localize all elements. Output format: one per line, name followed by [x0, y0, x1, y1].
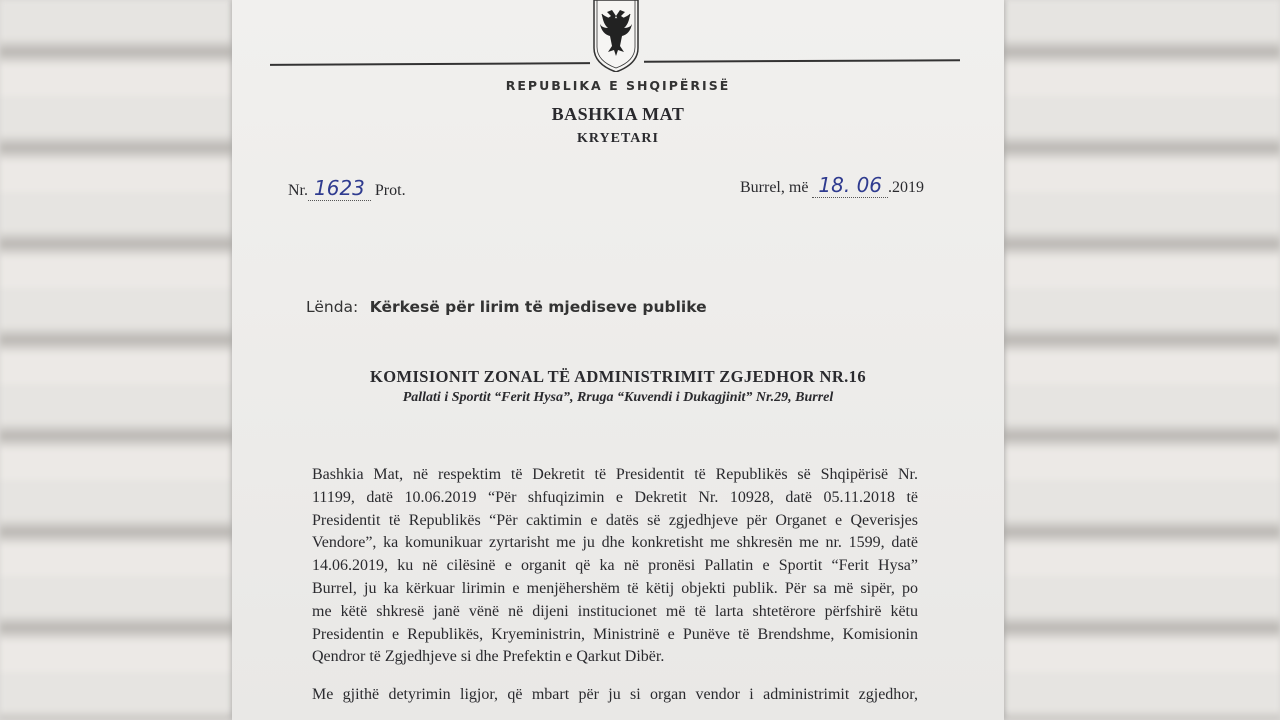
- body-paragraph-1: [312, 464, 918, 669]
- paragraph-line: Qendror të Zgjedhjeve si dhe Prefektin e Qarkut Dibër.: [312, 648, 665, 666]
- protocol-handwritten-number: 1623: [308, 176, 371, 201]
- paragraph-line: Vendore”, ka komunikuar zyrtarisht me ju dhe konkretisht me shkresën me nr. 1599, datë: [312, 534, 918, 552]
- paragraph-line: Me gjithë detyrimin ligjor, që mbart për ju si organ vendor i administrimit zgjedhor,: [312, 686, 918, 703]
- protocol-suffix: Prot.: [374, 182, 406, 199]
- subject-label: Lënda:: [306, 298, 359, 316]
- paragraph-line: me këtë shkresë janë vënë në dijeni institucionet më të larta shtetërore përfshirë këtu: [312, 602, 918, 620]
- recipient-name: KOMISIONIT ZONAL TË ADMINISTRIMIT ZGJEDHOR NR.16: [370, 367, 866, 386]
- letter-page: [232, 0, 1004, 720]
- protocol-number: [288, 176, 406, 201]
- dateline: [740, 173, 924, 198]
- body-paragraph-2: [312, 684, 918, 707]
- paragraph-line: Presidentit të Republikës “Për caktimin e datës së zgjedhjeve për Organet e Qeverisjes: [312, 511, 918, 529]
- recipient-address: Pallati i Sportit “Ferit Hysa”, Rruga “Kuvendi i Dukagjinit” Nr.29, Burrel: [402, 390, 834, 405]
- albanian-eagle-emblem-icon: [588, 0, 644, 72]
- paragraph-line: Presidentin e Republikës, Kryeministrin, Ministrinë e Punëve të Brendshme, Komisionin: [312, 625, 918, 643]
- office-title: KRYETARI: [577, 131, 659, 146]
- blurred-background-right: [1004, 0, 1280, 720]
- date-place: Burrel, më: [740, 179, 809, 196]
- paragraph-line: Burrel, ju ka kërkuar lirimin e menjëhershëm të këtij objekti publik. Për sa më sipër, po: [312, 579, 918, 597]
- republic-heading: REPUBLIKA E SHQIPËRISË: [505, 78, 731, 93]
- paragraph-line: 14.06.2019, ku në cilësinë e organit që ka në pronësi Pallatin e Sportit “Ferit Hysa”: [312, 557, 918, 575]
- subject-line: [306, 298, 707, 316]
- paragraph-line: Bashkia Mat, në respektim të Dekretit të Presidentit të Republikës së Shqipërisë Nr.: [312, 466, 918, 483]
- header-rule-left: [270, 62, 590, 66]
- header-rule-right: [644, 59, 960, 62]
- date-handwritten: 18. 06: [812, 173, 888, 198]
- protocol-prefix: Nr.: [288, 182, 308, 199]
- date-year: .2019: [888, 179, 925, 196]
- institution-name: BASHKIA MAT: [551, 104, 685, 124]
- paragraph-line: 11199, datë 10.06.2019 “Për shfuqizimin e Dekretit Nr. 10928, datë 05.11.2018 të: [312, 488, 918, 506]
- subject-text: Kërkesë për lirim të mjediseve publike: [369, 298, 707, 316]
- blurred-background-left: [0, 0, 232, 720]
